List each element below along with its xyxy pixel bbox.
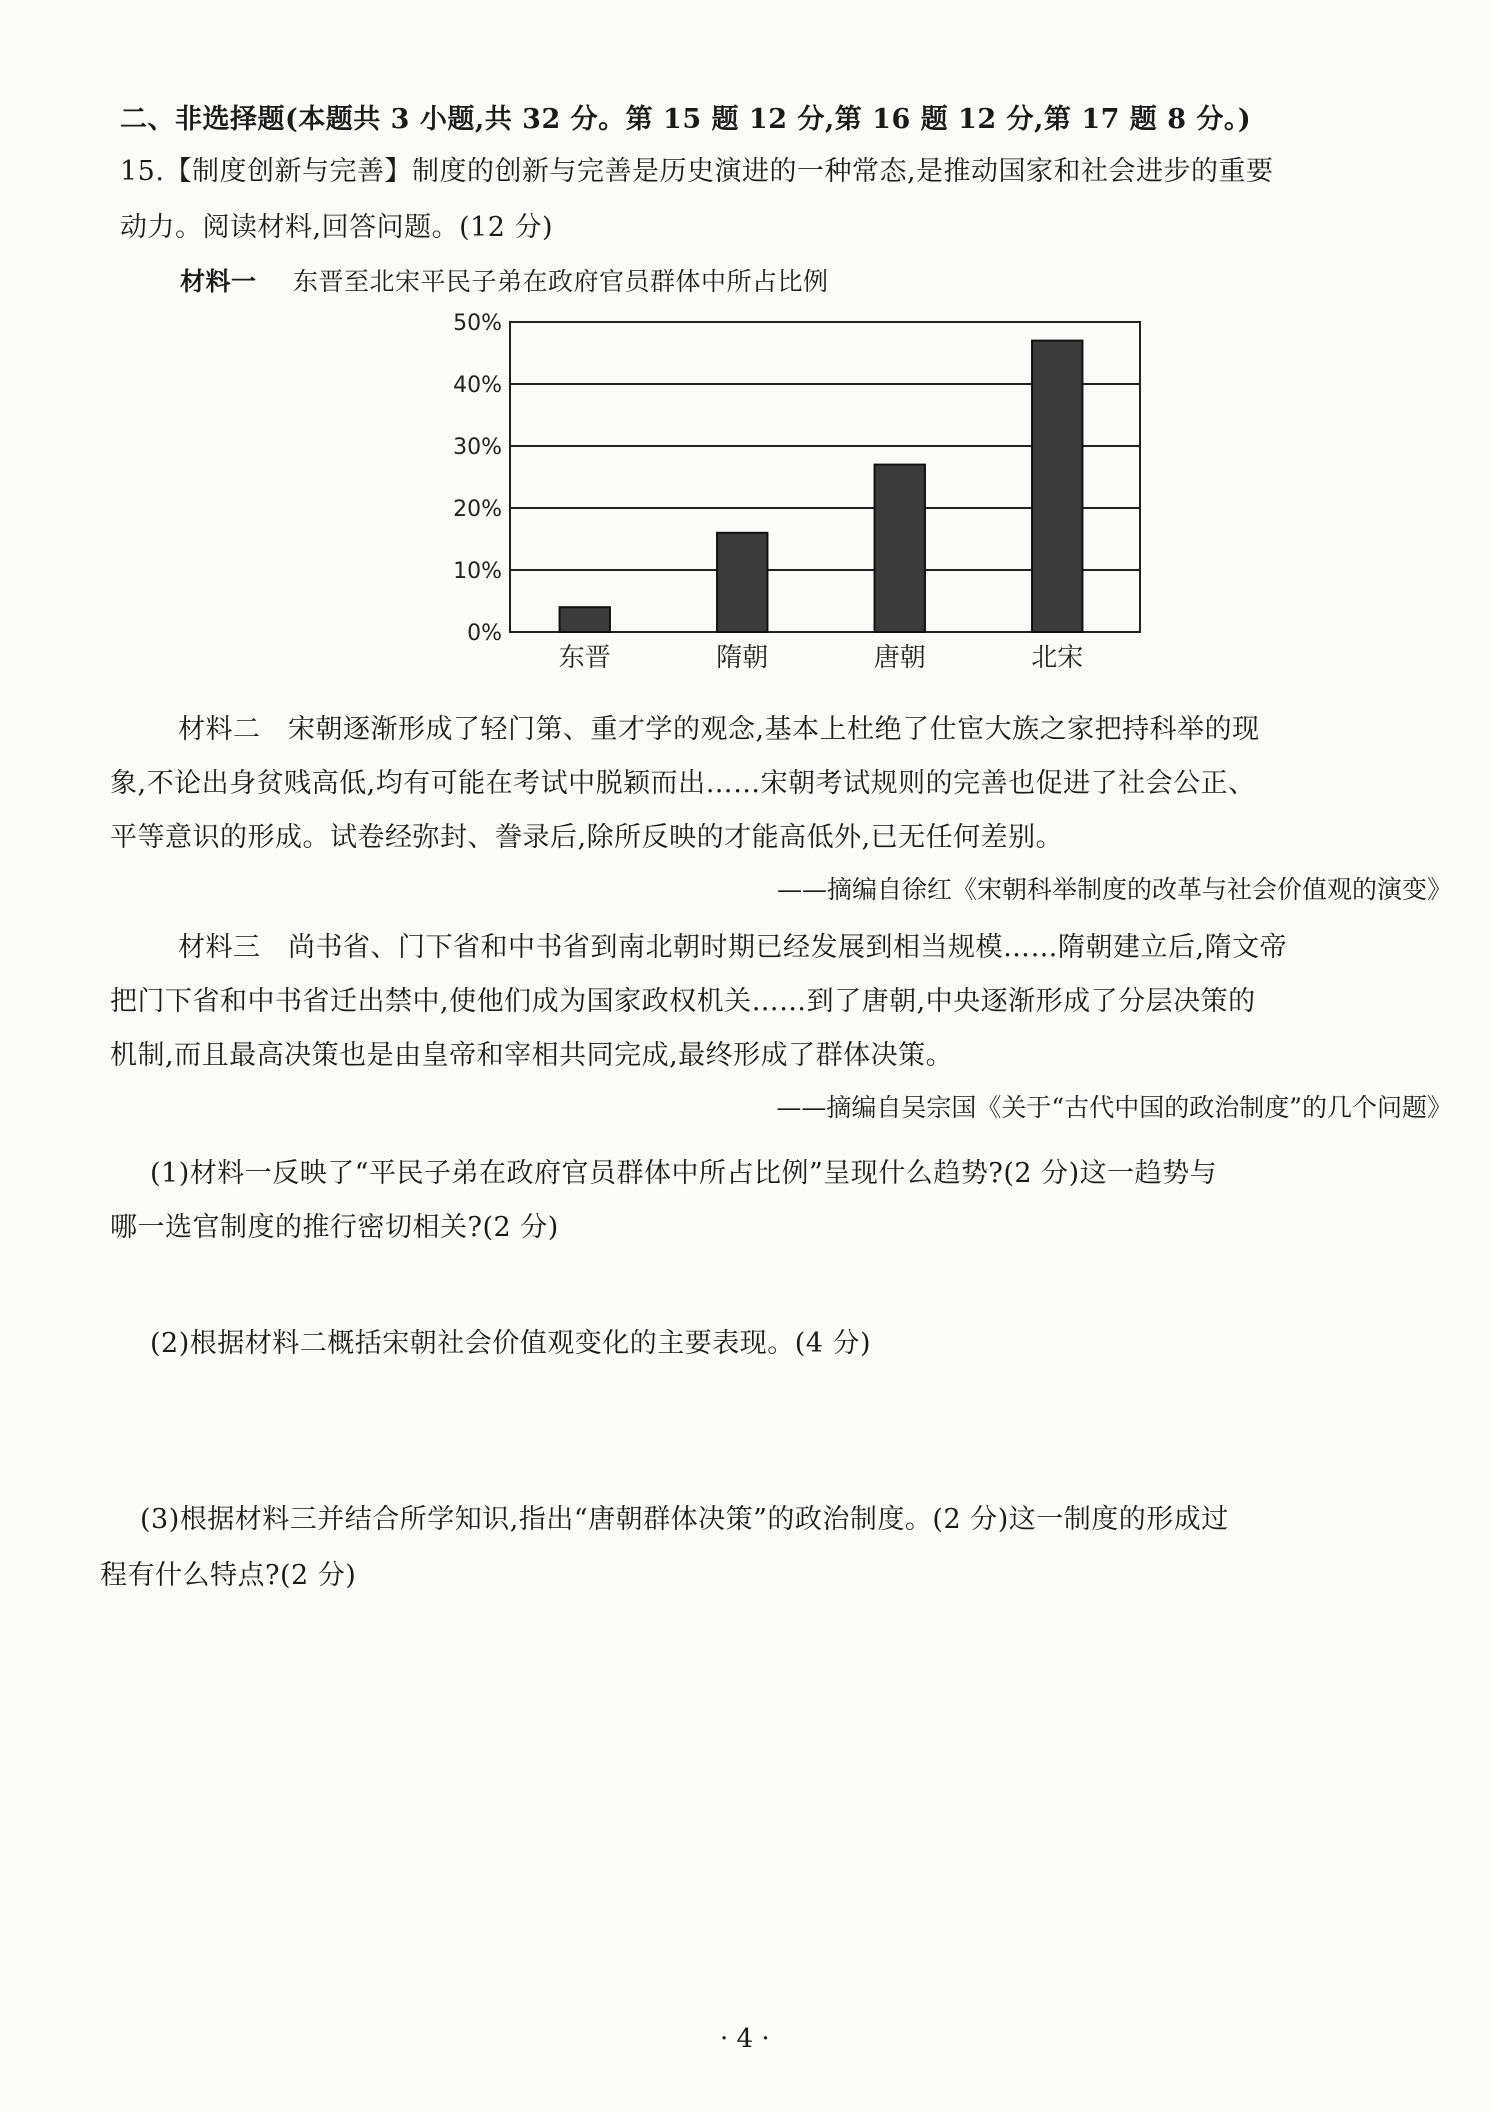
material1-label: 材料一 [180,267,257,296]
chart-y-tick-label: 10% [453,559,502,584]
question-1-line2: 哪一选官制度的推行密切相关?(2 分) [110,1212,559,1243]
chart-x-tick-label: 东晋 [558,643,611,673]
chart-x-tick-label: 北宋 [1031,643,1084,673]
material2-source: ——摘编自徐红《宋朝科举制度的改革与社会价值观的演变》 [776,875,1452,904]
chart-bar [1032,341,1082,632]
material3-line2: 把门下省和中书省迁出禁中,使他们成为国家政权机关……到了唐朝,中央逐渐形成了分层决策的 [110,986,1256,1017]
material2-line3: 平等意识的形成。试卷经弥封、誊录后,除所反映的才能高低外,已无任何差别。 [110,822,1064,853]
bar-chart-svg [430,310,1170,690]
bar-chart [430,310,1170,690]
material2-line1: 材料二 宋朝逐渐形成了轻门第、重才学的观念,基本上杜绝了仕宦大族之家把持科举的现 [178,714,1260,745]
page-number: · 4 · [720,2024,770,2054]
material3-line3: 机制,而且最高决策也是由皇帝和宰相共同完成,最终形成了群体决策。 [110,1040,954,1071]
material3-source: ——摘编自吴宗国《关于“古代中国的政治制度”的几个问题》 [776,1093,1452,1122]
chart-y-tick-label: 40% [453,373,502,398]
question-1-line1: (1)材料一反映了“平民子弟在政府官员群体中所占比例”呈现什么趋势?(2 分)这一趋势与 [150,1158,1218,1189]
chart-bar [875,465,925,632]
question-15-line1: 15.【制度创新与完善】制度的创新与完善是历史演进的一种常态,是推动国家和社会进步的重要 [120,156,1274,187]
chart-x-tick-label: 唐朝 [873,643,926,673]
material1-caption: 东晋至北宋平民子弟在政府官员群体中所占比例 [292,267,829,296]
chart-x-tick-label: 隋朝 [716,643,769,673]
section-header: 二、非选择题(本题共 3 小题,共 32 分。第 15 题 12 分,第 16 题 12 分,第 17 题 8 分。) [120,104,1252,135]
material1-caption-row [180,262,828,302]
question-15-line2: 动力。阅读材料,回答问题。(12 分) [120,212,554,243]
material2-line2: 象,不论出身贫贱高低,均有可能在考试中脱颖而出……宋朝考试规则的完善也促进了社会公正、 [110,768,1256,799]
chart-y-tick-label: 20% [453,497,502,522]
chart-bar [717,533,767,632]
question-2: (2)根据材料二概括宋朝社会价值观变化的主要表现。(4 分) [150,1328,872,1359]
chart-y-tick-label: 0% [467,621,502,646]
chart-bar [560,607,610,632]
material3-line1: 材料三 尚书省、门下省和中书省到南北朝时期已经发展到相当规模……隋朝建立后,隋文帝 [178,932,1288,963]
chart-y-tick-label: 30% [453,435,502,460]
chart-y-tick-label: 50% [453,311,502,336]
question-3-line2: 程有什么特点?(2 分) [100,1560,357,1591]
question-3-line1: (3)根据材料三并结合所学知识,指出“唐朝群体决策”的政治制度。(2 分)这一制度的形成过 [140,1504,1229,1535]
